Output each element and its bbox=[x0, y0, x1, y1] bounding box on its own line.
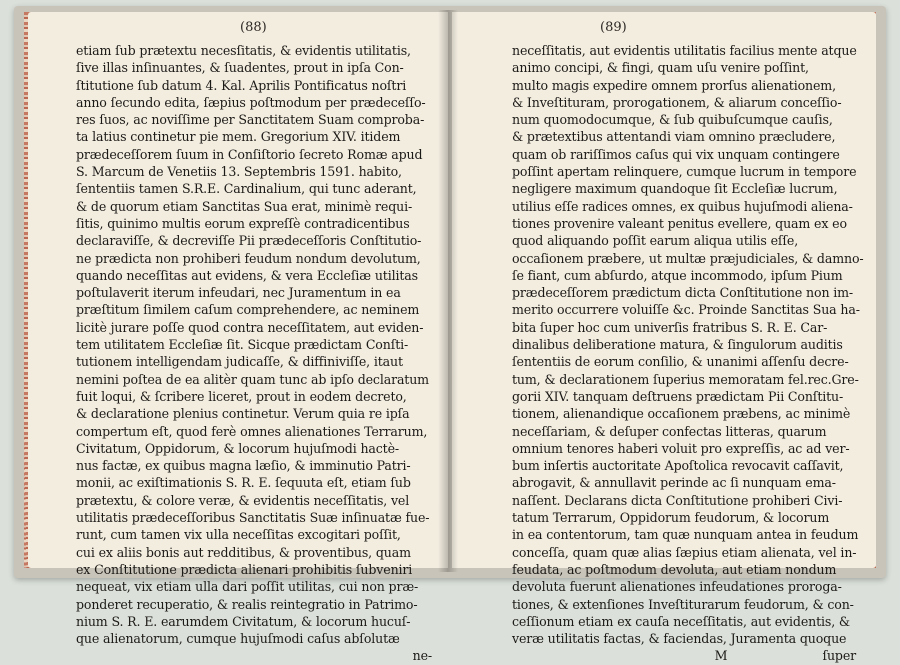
text-line: anno ſecundo edita, ſæpius poſtmodum per prædeceſſo- bbox=[76, 94, 426, 110]
text-line: bum inſertis auctoritate Apoſtolica revocavit caſſavit, bbox=[512, 458, 844, 474]
text-line: ponderet recuperatio, & realis reintegratio in Patrimo- bbox=[76, 596, 418, 612]
left-page-text bbox=[76, 42, 432, 665]
right-page-number: (89) bbox=[600, 20, 627, 35]
text-line: ſive illas inſinuantes, & ſuadentes, prout in ipſa Con- bbox=[76, 60, 404, 76]
text-line: monii, ac exiſtimationis S. R. E. ſequuta eſt, etiam ſub bbox=[76, 475, 411, 491]
text-line: animo concipi, & fingi, quam uſu venire poſſint, bbox=[512, 60, 809, 76]
left-page bbox=[28, 12, 448, 664]
text-line: utilitatis prædeceſſoribus Sanctitatis Suæ inſinuatæ fue- bbox=[76, 510, 430, 526]
text-line: res ſuos, ac noviſſime per Sanctitatem Suam comproba- bbox=[76, 112, 425, 128]
text-line: ceſſionum etiam ex cauſa neceſſitatis, aut evidentis, & bbox=[512, 613, 850, 629]
text-line: tutionem intelligendam judicaſſe, & diffiniviſſe, itaut bbox=[76, 354, 403, 370]
text-line: præſtitum ſimilem caſum comprehendere, ac neminem bbox=[76, 302, 420, 318]
catchword: ſuper bbox=[822, 648, 856, 664]
book-gutter bbox=[438, 10, 458, 572]
text-line: prædeceſſorem ſuum in Conſiſtorio ſecreto Romæ apud bbox=[76, 146, 423, 162]
right-page bbox=[452, 12, 876, 664]
text-line: negligere maximum quandoque ſit Eccleſiæ lucrum, bbox=[512, 181, 838, 197]
text-line: & de quorum etiam Sanctitas Sua erat, minimè requi- bbox=[76, 198, 413, 214]
text-line: nium S. R. E. earumdem Civitatum, & locorum hucuſ- bbox=[76, 613, 411, 629]
footer-row bbox=[512, 647, 860, 664]
text-line: quando neceſſitas aut evidens, & vera Eccleſiæ utilitas bbox=[76, 267, 418, 283]
text-line: feudata, ac poſtmodum devoluta, aut etiam nondum bbox=[512, 561, 837, 577]
text-line: quam ob rariſſimos caſus qui vix unquam contingere bbox=[512, 146, 840, 162]
text-line: dinalibus deliberatione matura, & ſingulorum auditis bbox=[512, 337, 843, 353]
text-line: Civitatum, Oppidorum, & locorum hujuſmodi hactè- bbox=[76, 440, 399, 456]
text-line: tiones, & extenſiones Inveſtiturarum feudorum, & con- bbox=[512, 596, 854, 612]
text-line: tem utilitatem Eccleſiæ ſit. Sicque prædictam Conſti- bbox=[76, 337, 409, 353]
text-line: poſſint apertam relinquere, cumque lucrum in tempore bbox=[512, 164, 857, 180]
text-line: runt, cum tamen vix ulla neceſſitas excogitari poſſit, bbox=[76, 527, 401, 543]
text-line: licitè jurare poſſe quod contra neceſſitatem, aut eviden- bbox=[76, 319, 424, 335]
text-line: ſententiis de eorum conſilio, & unanimi aſſenſu decre- bbox=[512, 354, 849, 370]
text-line: ſitis, quinimo multis eorum expreſſè contradicentibus bbox=[76, 215, 410, 231]
text-line: neceſſariam, & deſuper confectas litteras, quarum bbox=[512, 423, 827, 439]
text-line: cui ex aliis bonis aut redditibus, & proventibus, quam bbox=[76, 544, 411, 560]
text-line: in ea contentorum, tam quæ nunquam antea in feudum bbox=[512, 527, 859, 543]
text-line: que alienatorum, cumque hujuſmodi caſus abſolutæ bbox=[76, 631, 400, 647]
text-line: poſtulaverit iterum infeudari, nec Juramentum in ea bbox=[76, 285, 401, 301]
text-line: utilius eſſe radices omnes, ex quibus hujuſmodi aliena- bbox=[512, 198, 853, 214]
text-line: & prætextibus attentandi viam omnino præcludere, bbox=[512, 129, 836, 145]
right-page-text bbox=[512, 42, 864, 665]
text-line: gorii XIV. tanquam deſtruens prædictam Pii Conſtitu- bbox=[512, 388, 844, 404]
text-line: occaſionem præbere, ut multæ præjudiciales, & damno- bbox=[512, 250, 864, 266]
text-line: prætextu, & colore veræ, & evidentis neceſſitatis, vel bbox=[76, 492, 410, 508]
text-line: merito occurrere voluiſſe &c. Proinde Sanctitas Sua ha- bbox=[512, 302, 860, 318]
text-line: conceſſa, quam quæ alias ſæpius etiam alienata, vel in- bbox=[512, 544, 857, 560]
text-line: tiones provenire valeant penitus evellere, quam ex eo bbox=[512, 215, 847, 231]
text-line: ex Conſtitutione prædicta alienari prohibitis ſubveniri bbox=[76, 561, 413, 577]
text-line: multo magis expedire omnem prorſus alienationem, bbox=[512, 77, 836, 93]
text-line: S. Marcum de Venetiis 13. Septembris 1591. habito, bbox=[76, 164, 402, 180]
text-line: tionem, alienandique occaſionem præbens, ac minimè bbox=[512, 406, 851, 422]
text-line: devoluta fuerunt alienationes infeudationes proroga- bbox=[512, 579, 842, 595]
text-line: ſtitutione ſub datum 4. Kal. Aprilis Pontificatus noſtri bbox=[76, 77, 407, 93]
open-book bbox=[14, 6, 886, 664]
text-line: declaraviſſe, & decreviſſe Pii prædeceſſoris Conſtitutio- bbox=[76, 233, 422, 249]
text-line: nemini poſtea de ea alitèr quam tunc ab ipſo declaratum bbox=[76, 371, 429, 387]
text-line: naſſent. Declarans dicta Conſtitutione prohiberi Civi- bbox=[512, 492, 843, 508]
signature-mark: M bbox=[714, 648, 728, 664]
text-line: neceſſitatis, aut evidentis utilitatis facilius mente atque bbox=[512, 43, 857, 58]
text-line: veræ utilitatis factas, & faciendas, Juramenta quoque bbox=[512, 631, 847, 647]
text-line: abrogavit, & annullavit perinde ac ſi nunquam ema- bbox=[512, 475, 836, 491]
text-line: num quomodocumque, & ſub quibuſcumque cauſis, bbox=[512, 112, 833, 128]
text-line: ſententiis tamen S.R.E. Cardinalium, qui tunc aderant, bbox=[76, 181, 417, 197]
text-line: omnium tenores haberi voluit pro expreſſis, ac ad ver- bbox=[512, 440, 850, 456]
text-line: tatum Terrarum, Oppidorum feudorum, & locorum bbox=[512, 510, 830, 526]
text-line: ta latius continetur pie mem. Gregorium XIV. itidem bbox=[76, 129, 401, 145]
text-line: ne prædicta non prohiberi feudum nondum devolutum, bbox=[76, 250, 421, 266]
text-line: ſe fiant, cum abſurdo, atque incommodo, ipſum Pium bbox=[512, 267, 843, 283]
text-line: quod aliquando poſſit earum aliqua utilis eſſe, bbox=[512, 233, 799, 249]
left-page-number: (88) bbox=[240, 20, 267, 35]
text-line: & Inveſtituram, prorogationem, & aliarum conceſſio- bbox=[512, 94, 842, 110]
text-line: & declaratione plenius continetur. Verum quia re ipſa bbox=[76, 406, 410, 422]
text-line: bita ſuper hoc cum univerſis fratribus S. R. E. Car- bbox=[512, 319, 828, 335]
text-line: nus factæ, ex quibus magna læſio, & imminutio Patri- bbox=[76, 458, 411, 474]
text-line: prædeceſſorem prædictum dicta Conſtitutione non im- bbox=[512, 285, 854, 301]
text-line: etiam ſub prætextu necesſitatis, & evidentis utilitatis, bbox=[76, 43, 411, 58]
catchword: ne- bbox=[412, 648, 432, 664]
text-line: compertum eſt, quod ferè omnes alienationes Terrarum, bbox=[76, 423, 428, 439]
text-line: tum, & declarationem ſuperius memoratam fel.rec.Gre- bbox=[512, 371, 859, 387]
text-line: fuit loqui, & ſcribere liceret, prout in eodem decreto, bbox=[76, 388, 407, 404]
text-line: nequeat, vix etiam ulla dari poſſit utilitas, cui non præ- bbox=[76, 579, 419, 595]
